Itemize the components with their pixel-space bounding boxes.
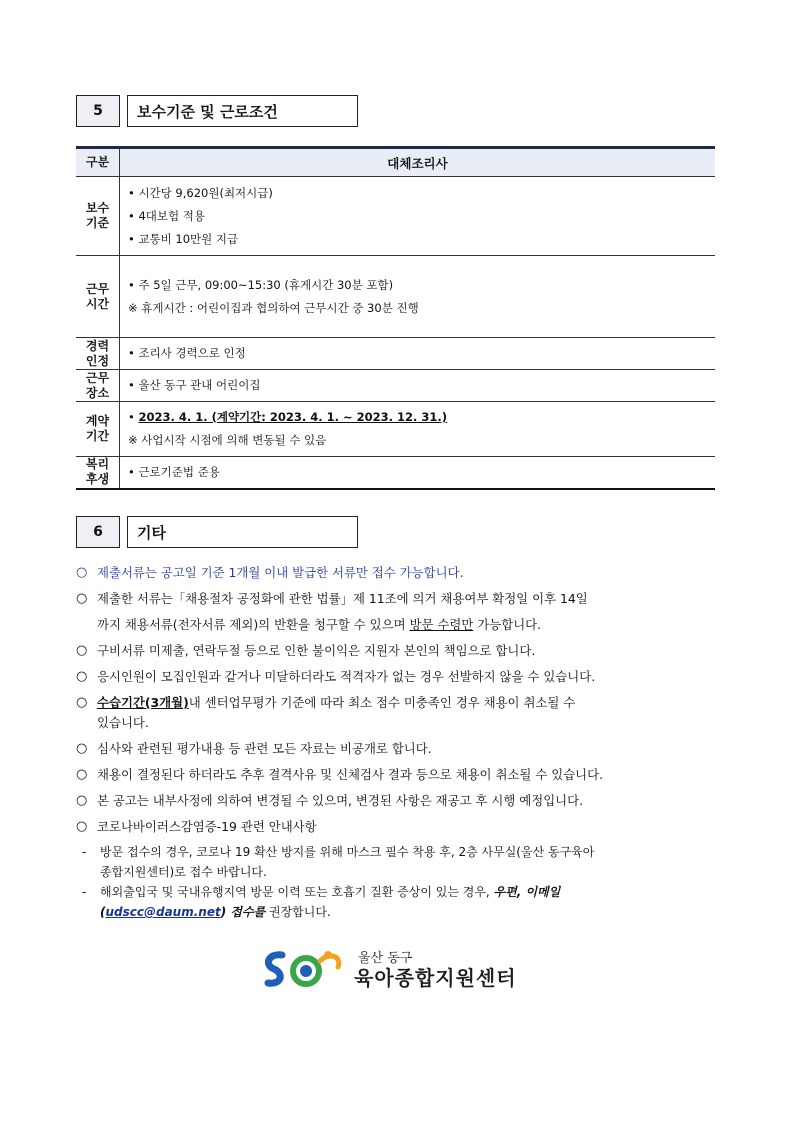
logo-title: 육아종합지원센터 [354,965,517,990]
note-text: 내 센터업무평가 기준에 따라 최소 점수 미충족인 경우 채용이 취소될 수 [188,695,576,710]
row-content [120,370,716,402]
contract-line: • 2023. 4. 1. (계약기간: 2023. 4. 1. ~ 2023. 12. 31.) [128,410,448,424]
dash-text: 해외출입국 및 국내유행지역 방문 이력 또는 호흡기 질환 증상이 있는 경우, [100,885,494,899]
section-6-heading [76,516,358,548]
row-content [120,402,716,457]
row-content [120,457,716,489]
row-label: 경력 인정 [76,338,120,370]
note-text: 본 공고는 내부사정에 의하여 변경될 수 있으며, 변경된 사항은 재공고 후 시행 예정입니다. [97,793,584,808]
row-line: • 교통비 10만원 지급 [128,231,239,246]
note-item [76,736,721,762]
submit-emphasis: 접수를 [226,905,266,919]
header-label: 구분 [76,148,120,177]
circle-bullet-icon: ○ [76,793,88,808]
row-label: 복리 후생 [76,457,120,489]
circle-bullet-icon: ○ [76,695,88,710]
mail-email-emphasis: 우편, 이메일 [493,885,561,899]
notes-list [76,560,721,922]
dash-bullet-icon: - [82,845,87,859]
table-row-pay [76,177,715,256]
row-label: 근무 시간 [76,256,120,338]
note-item [76,586,721,638]
logo-subtitle: 울산 동구 [358,950,413,966]
dash-item [82,842,721,882]
circle-bullet-icon: ○ [76,767,88,782]
table-row-location [76,370,715,402]
conditions-table [76,146,715,490]
circle-bullet-icon: ○ [76,591,88,606]
dash-text: 방문 접수의 경우, 코로나 19 확산 방지를 위해 마스크 필수 착용 후, 2층 사무실(울산 동구육아 [100,845,595,859]
row-line: • 시간당 9,620원(최저시급) [128,185,273,200]
note-text: 코로나바이러스감염증-19 관련 안내사항 [97,819,317,834]
row-content [120,338,716,370]
note-item [76,814,721,840]
visit-pickup-only: 방문 수령만 [409,617,474,632]
note-text: 구비서류 미제출, 연락두절 등으로 인한 불이익은 지원자 본인의 책임으로 합니다. [97,643,536,658]
table-row-welfare [76,457,715,489]
header-title: 대체조리사 [120,148,716,177]
section-number: 6 [76,516,120,548]
center-logo-mark-icon [262,947,346,993]
row-content [120,177,716,256]
row-line: • 조리사 경력으로 인정 [128,346,246,360]
circle-bullet-icon: ○ [76,643,88,658]
row-label: 보수 기준 [76,177,120,256]
note-continuation: 있습니다. [97,715,149,730]
section-title: 기타 [127,516,358,548]
note-continuation: 까지 채용서류(전자서류 제외)의 반환을 청구할 수 있으며 방문 수령만 가능합니다. [97,617,542,632]
covid-guidance-list [76,842,721,922]
note-item [76,638,721,664]
note-text: 채용이 결정된다 하더라도 추후 결격사유 및 신체검사 결과 등으로 채용이 취소될 수 있습니다. [97,767,604,782]
section-title: 보수기준 및 근로조건 [127,95,358,127]
contract-period: 2023. 4. 1. (계약기간: 2023. 4. 1. ~ 2023. 12. 31.) [138,410,448,424]
table-row-hours [76,256,715,338]
dash-item: - 해외출입국 및 국내유행지역 방문 이력 또는 호흡기 질환 증상이 있는 경우, 우편, 이메일 (udscc@daum.net) 접수를 권장합니다. [82,882,721,922]
circle-bullet-icon: ○ [76,565,88,580]
note-item [76,690,721,736]
row-line: • 울산 동구 관내 어린이집 [128,378,261,392]
note-text: 제출한 서류는「채용절차 공정화에 관한 법률」제 11조에 의거 채용여부 확정일 이후 14일 [97,591,588,606]
row-line: • 주 5일 근무, 09:00~15:30 (휴게시간 30분 포함) [128,277,394,292]
section-number: 5 [76,95,120,127]
note-text: 제출서류는 공고일 기준 1개월 이내 발급한 서류만 접수 가능합니다. [97,565,464,580]
dash-bullet-icon: - [82,885,87,899]
note-item [76,762,721,788]
note-text: 응시인원이 모집인원과 같거나 미달하더라도 적격자가 없는 경우 선발하지 않을 수 있습니다. [97,669,596,684]
email-link[interactable]: udscc@daum.net [105,905,221,919]
center-logo [262,945,552,995]
circle-bullet-icon: ○ [76,669,88,684]
note-item [76,788,721,814]
note-item [76,664,721,690]
row-label: 계약 기간 [76,402,120,457]
row-line: • 4대보험 적용 [128,208,205,223]
row-line: ※ 휴게시간 : 어린이집과 협의하여 근무시간 중 30분 진행 [128,300,419,315]
note-text: 심사와 관련된 평가내용 등 관련 모든 자료는 비공개로 합니다. [97,741,432,756]
row-label: 근무 장소 [76,370,120,402]
dash-text: 권장합니다. [265,905,331,919]
circle-bullet-icon: ○ [76,819,88,834]
row-line: • 근로기준법 준용 [128,464,220,479]
section-5-heading [76,95,358,127]
dash-text: 종합지원센터)로 접수 바랍니다. [100,865,267,879]
probation-period: 수습기간(3개월) [97,695,189,710]
table-header-row [76,148,715,177]
table-row-contract [76,402,715,457]
row-content [120,256,716,338]
table-row-career [76,338,715,370]
note-item [76,560,721,586]
row-line: ※ 사업시작 시점에 의해 변동될 수 있음 [128,433,327,447]
circle-bullet-icon: ○ [76,741,88,756]
